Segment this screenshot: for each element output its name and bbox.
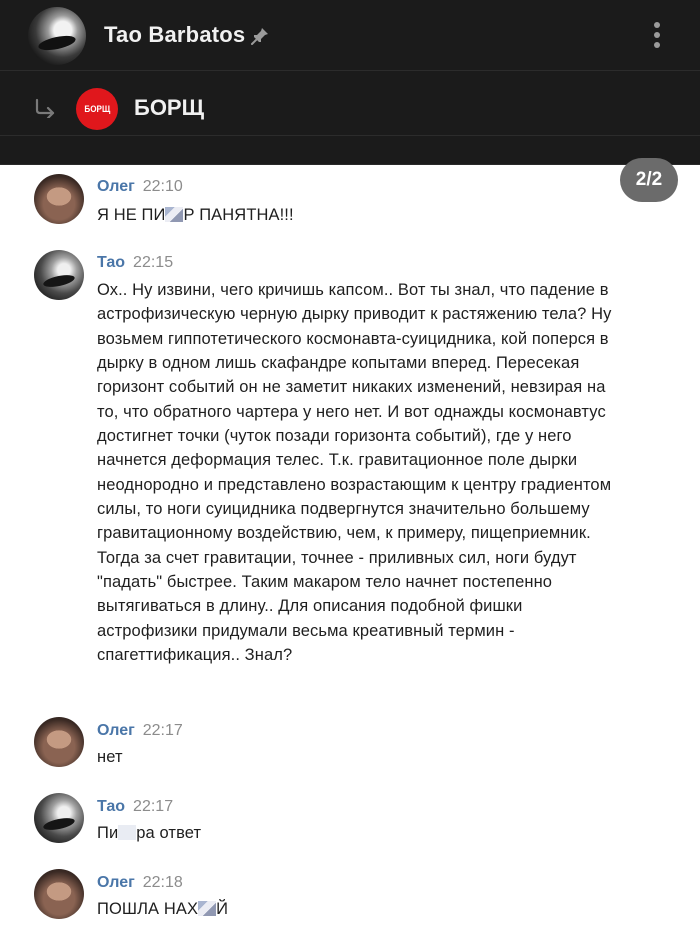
message-text-part: Я НЕ ПИ: [97, 206, 166, 224]
message-text-part: Р ПАНЯТНА!!!: [183, 206, 294, 224]
forward-icon[interactable]: [33, 96, 57, 118]
message-text-part: Пи: [97, 824, 119, 842]
avatar[interactable]: [34, 869, 84, 919]
censor-blur: [165, 207, 183, 222]
chat-header: [0, 0, 700, 165]
group-name[interactable]: БОРЩ: [134, 95, 205, 120]
avatar[interactable]: [34, 717, 84, 767]
message-text-part: Й: [216, 900, 229, 918]
message-text: нет: [97, 748, 123, 766]
message-text-part: ПОШЛА НАХ: [97, 900, 199, 918]
message-text: Ох.. Ну извини, чего кричишь капсом.. Вот ты знал, что падение в астрофизическую черную дырку приводит к растяжению тела? Ну возьмем гиппотетического космонавта-суицидника, кой поперся в дырку в одном лишь скафандре копытами вперед. Пересекая горизонт событий он не заметит никаких изменений, невзирая на то, что обратного чартера у него нет. И вот однажды космонавтус достигнет точки (чуток позади горизонта событий), где у него начнется деформация телес. Т.к. гравитационное поле дырки неоднородно и представлено возрастающим к центру градиентом силы, то ноги суицидника подвергнутся значительно большему гравитационному воздействию, чем, к примеру, пищеприемник. Тогда за счет гравитации, точнее - приливных сил, ноги будут "падать" быстрее. Таким макаром тело начнет постепенно вытягиваться в длину.. Для описания подобной фишки астрофизики придумали весьма креативный термин - спагеттификация.. Знал?: [97, 281, 612, 665]
chat-title[interactable]: Tao Barbatos: [104, 22, 246, 47]
message-author[interactable]: Олег: [97, 722, 135, 739]
message-header: [97, 798, 173, 816]
censor-blur: [118, 825, 136, 840]
group-logo-text: БОРЩ: [84, 104, 110, 114]
chat-avatar[interactable]: [28, 7, 86, 65]
header-divider-bottom: [0, 135, 700, 136]
message-text: [97, 203, 627, 227]
message-time: 22:15: [133, 254, 174, 271]
message-header: [97, 178, 183, 196]
message-author[interactable]: Олег: [97, 178, 135, 195]
message-author[interactable]: Олег: [97, 874, 135, 891]
group-logo[interactable]: [76, 88, 118, 130]
message-text: [97, 897, 627, 921]
header-divider: [0, 70, 700, 71]
avatar[interactable]: [34, 793, 84, 843]
avatar[interactable]: [34, 174, 84, 224]
message-time: 22:17: [142, 722, 183, 739]
message-header: [97, 874, 183, 892]
more-vertical-icon[interactable]: [648, 18, 666, 54]
message-text: [97, 821, 627, 845]
page-counter: 2/2: [620, 158, 678, 202]
message-header: [97, 722, 183, 740]
message-header: [97, 254, 173, 272]
message-time: 22:10: [142, 178, 183, 195]
message-author[interactable]: Тао: [97, 798, 126, 815]
message-time: 22:18: [142, 874, 183, 891]
message-time: 22:17: [133, 798, 174, 815]
message-author[interactable]: Тао: [97, 254, 126, 271]
message-text-part: ра ответ: [136, 824, 202, 842]
pin-icon: [250, 26, 270, 46]
avatar[interactable]: [34, 250, 84, 300]
censor-blur: [198, 901, 216, 916]
